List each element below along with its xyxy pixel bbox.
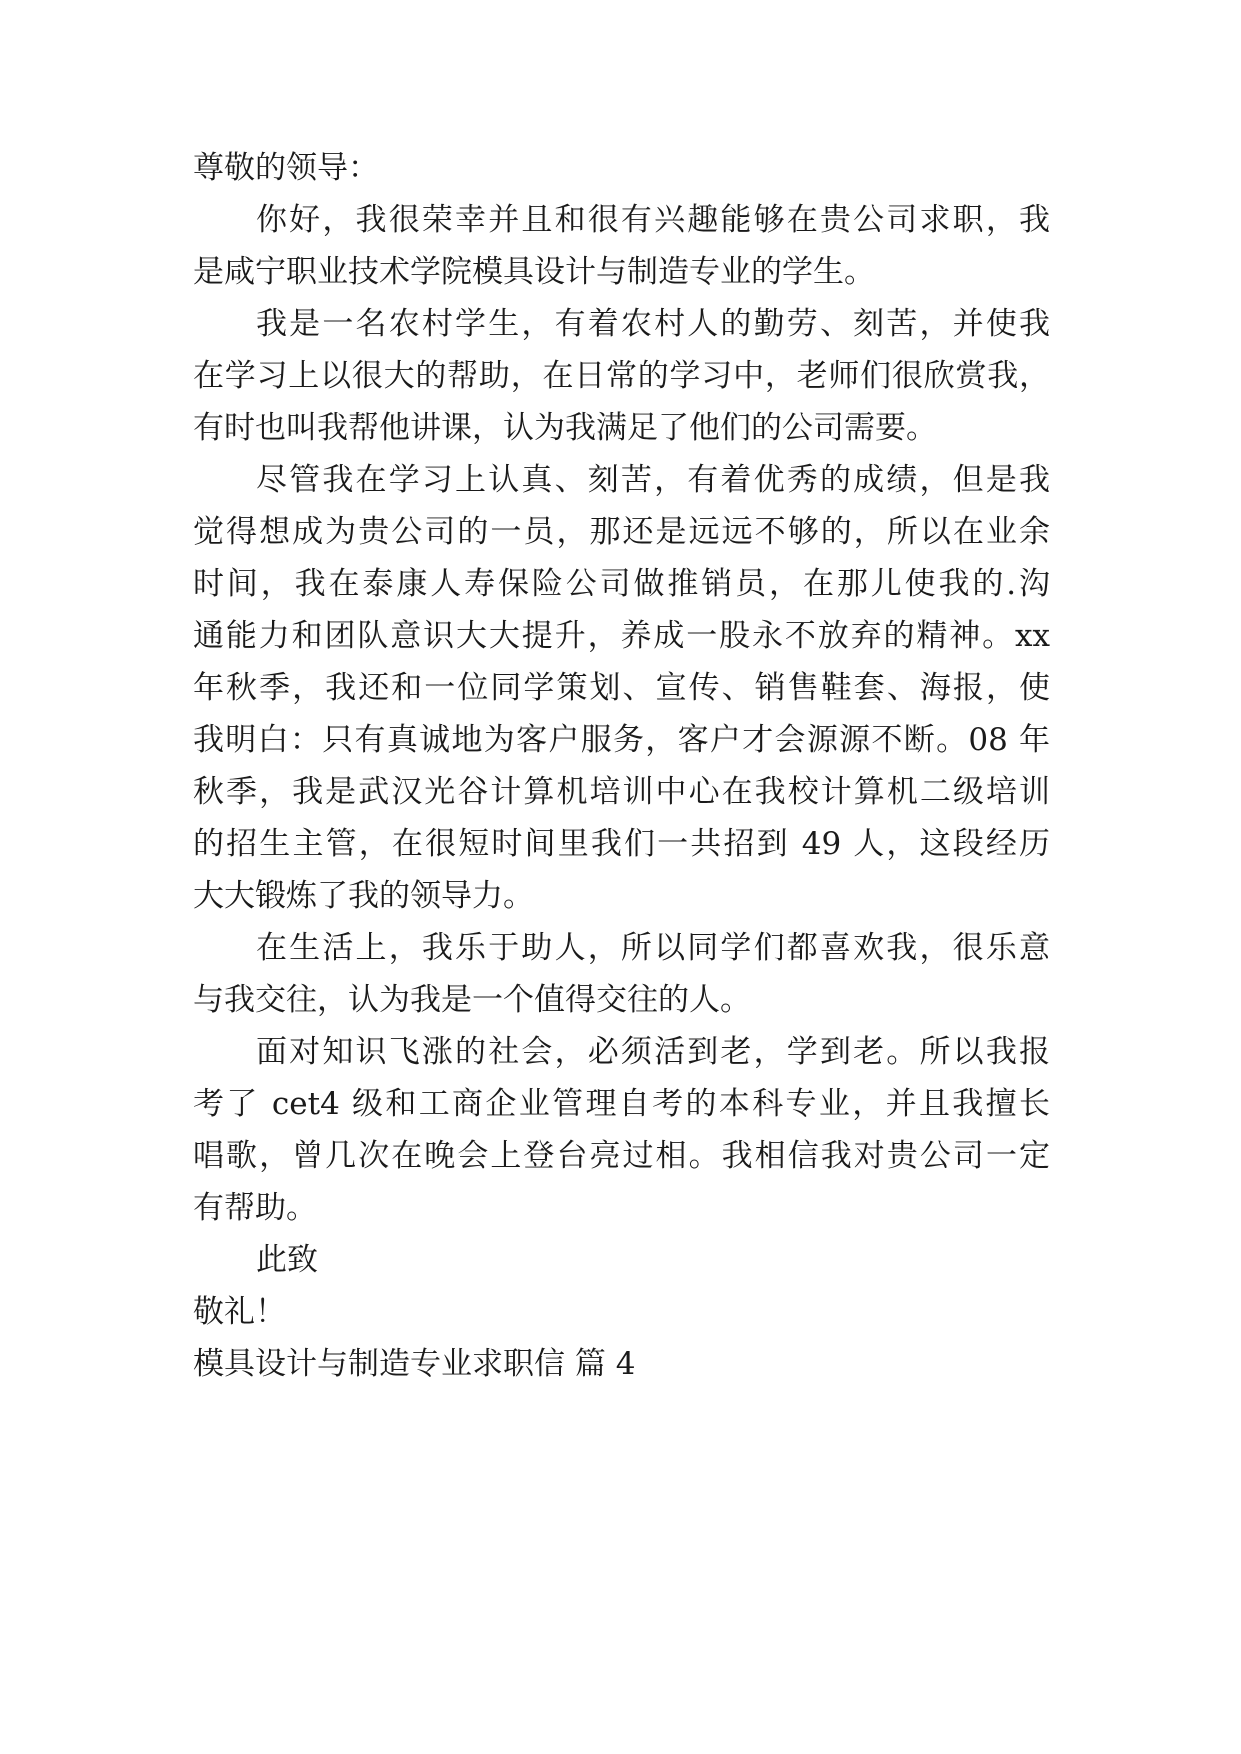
paragraph-line: 考了 cet4 级和工商企业管理自考的本科专业，并且我擅长	[193, 1086, 1050, 1122]
paragraph-line: 有时也叫我帮他讲课，认为我满足了他们的公司需要。	[193, 410, 937, 446]
paragraph-line: 与我交往，认为我是一个值得交往的人。	[193, 982, 751, 1018]
closing-line: 此致	[256, 1242, 318, 1278]
salutation: 尊敬的领导：	[193, 150, 379, 186]
paragraph-line: 的招生主管，在很短时间里我们一共招到 49 人，这段经历	[193, 826, 1050, 862]
section-heading: 模具设计与制造专业求职信 篇 4	[193, 1346, 636, 1382]
paragraph-line: 时间，我在泰康人寿保险公司做推销员，在那儿使我的.沟	[193, 566, 1050, 602]
paragraph-line: 我是一名农村学生，有着农村人的勤劳、刻苦，并使我	[256, 306, 1050, 342]
paragraph-line: 大大锻炼了我的领导力。	[193, 878, 534, 914]
paragraph-line: 是咸宁职业技术学院模具设计与制造专业的学生。	[193, 254, 875, 290]
closing-regards: 敬礼！	[193, 1294, 286, 1330]
paragraph-line: 尽管我在学习上认真、刻苦，有着优秀的成绩，但是我	[256, 462, 1050, 498]
paragraph-line: 年秋季，我还和一位同学策划、宣传、销售鞋套、海报，使	[193, 670, 1050, 706]
paragraph-line: 觉得想成为贵公司的一员，那还是远远不够的，所以在业余	[193, 514, 1050, 550]
paragraph-line: 在生活上，我乐于助人，所以同学们都喜欢我，很乐意	[256, 930, 1050, 966]
paragraph-line: 我明白：只有真诚地为客户服务，客户才会源源不断。08 年	[193, 722, 1050, 758]
paragraph-line: 在学习上以很大的帮助，在日常的学习中，老师们很欣赏我，	[193, 358, 1050, 394]
paragraph-line: 秋季，我是武汉光谷计算机培训中心在我校计算机二级培训	[193, 774, 1050, 810]
paragraph-line: 有帮助。	[193, 1190, 317, 1226]
paragraph-line: 通能力和团队意识大大提升，养成一股永不放弃的精神。xx	[193, 618, 1050, 654]
paragraph-line: 唱歌，曾几次在晚会上登台亮过相。我相信我对贵公司一定	[193, 1138, 1050, 1174]
paragraph-line: 面对知识飞涨的社会，必须活到老，学到老。所以我报	[256, 1034, 1050, 1070]
paragraph-line: 你好，我很荣幸并且和很有兴趣能够在贵公司求职，我	[256, 202, 1050, 238]
